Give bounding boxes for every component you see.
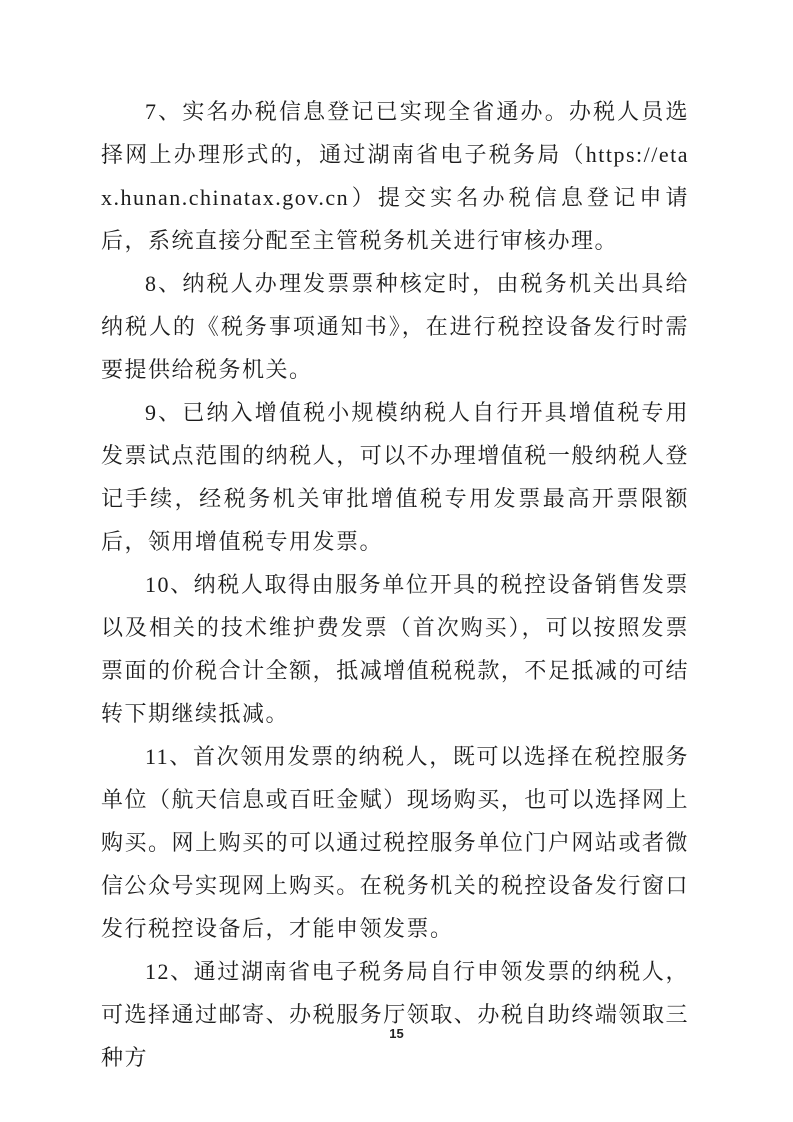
paragraph-8: 8、纳税人办理发票票种核定时，由税务机关出具给纳税人的《税务事项通知书》，在进行税控设备发行时需要提供给税务机关。 [101, 271, 689, 382]
paragraph-7: 7、实名办税信息登记已实现全省通办。办税人员选择网上办理形式的，通过湖南省电子税务局（https://etax.hunan.chinatax.gov.cn）提交实名办税信息登记申请后，系统直接分配至主管税务机关进行审核办理。 [101, 99, 689, 253]
paragraph-9: 9、已纳入增值税小规模纳税人自行开具增值税专用发票试点范围的纳税人，可以不办理增值税一般纳税人登记手续，经税务机关审批增值税专用发票最高开票限额后，领用增值税专用发票。 [101, 400, 689, 554]
page-number: 15 [389, 1026, 404, 1041]
paragraph-11: 11、首次领用发票的纳税人，既可以选择在税控服务单位（航天信息或百旺金赋）现场购买，也可以选择网上购买。网上购买的可以通过税控服务单位门户网站或者微信公众号实现网上购买。在税务机关的税控设备发行窗口发行税控设备后，才能申领发票。 [101, 744, 689, 941]
paragraph-12: 12、通过湖南省电子税务局自行申领发票的纳税人，可选择通过邮寄、办税服务厅领取、办税自助终端领取三种方 [101, 959, 689, 1070]
paragraph-10: 10、纳税人取得由服务单位开具的税控设备销售发票以及相关的技术维护费发票（首次购买），可以按照发票票面的价税合计全额，抵减增值税税款，不足抵减的可结转下期继续抵减。 [101, 572, 689, 726]
page-body-text [101, 90, 689, 1079]
